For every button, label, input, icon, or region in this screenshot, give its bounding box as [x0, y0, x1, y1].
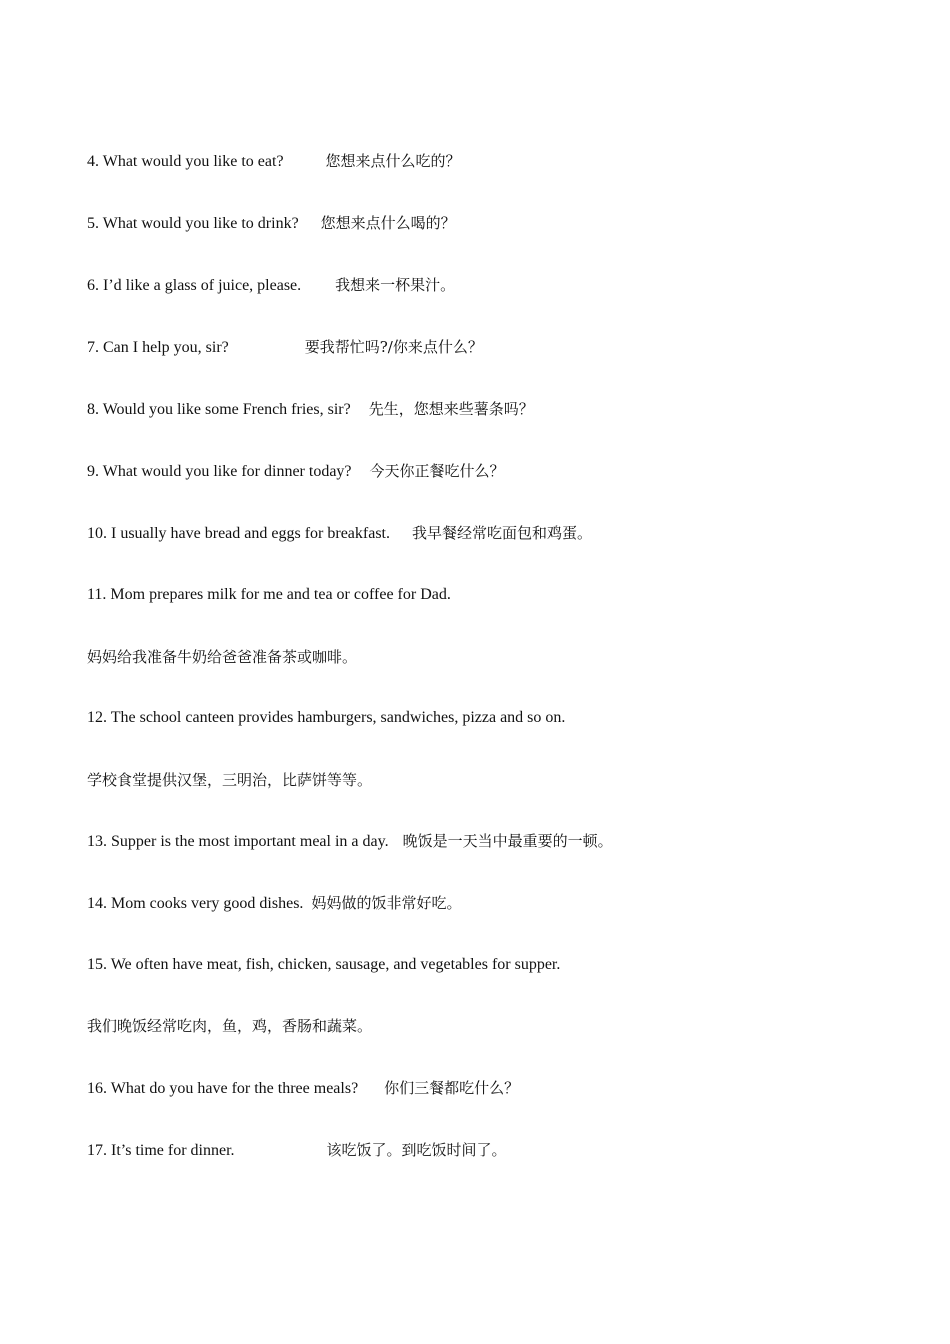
- sentence-english: 7. Can I help you, sir?: [87, 339, 229, 356]
- sentence-english: 11. Mom prepares milk for me and tea or coffee for Dad.: [87, 586, 451, 603]
- sentence-11-english: [87, 585, 451, 605]
- sentence-english: 9. What would you like for dinner today?: [87, 463, 352, 480]
- sentence-chinese: 我想来一杯果汁。: [335, 276, 456, 294]
- sentence-english: 8. Would you like some French fries, sir?: [87, 401, 351, 418]
- sentence-chinese: 先生，您想来些薯条吗？: [368, 400, 534, 418]
- sentence-english: 16. What do you have for the three meals?: [87, 1080, 359, 1097]
- sentence-english: 15. We often have meat, fish, chicken, sausage, and vegetables for supper.: [87, 956, 561, 973]
- sentence-chinese: 您想来点什么喝的？: [320, 214, 456, 232]
- sentence-chinese: 您想来点什么吃的？: [325, 152, 461, 170]
- sentence-5: [87, 213, 456, 234]
- sentence-english: 5. What would you like to drink?: [87, 215, 299, 232]
- sentence-6: [87, 275, 455, 296]
- sentence-chinese: 今天你正餐吃什么？: [369, 462, 505, 480]
- sentence-15-english: [87, 955, 560, 975]
- sentence-9: [87, 461, 505, 482]
- sentence-7: [87, 337, 483, 358]
- sentence-12-english: [87, 708, 565, 728]
- sentence-english: 6. I’d like a glass of juice, please.: [87, 277, 302, 294]
- sentence-10: [87, 523, 592, 544]
- sentence-14: [87, 893, 461, 914]
- sentence-chinese: 晚饭是一天当中最重要的一顿。: [402, 832, 613, 850]
- sentence-chinese: 要我帮忙吗?/你来点什么？: [304, 338, 483, 356]
- sentence-17: [87, 1140, 507, 1161]
- sentence-english: 10. I usually have bread and eggs for breakfast.: [87, 525, 390, 542]
- sentence-english: 4. What would you like to eat?: [87, 153, 284, 170]
- sentence-11-chinese: 妈妈给我准备牛奶给爸爸准备茶或咖啡。: [87, 648, 358, 666]
- sentence-chinese: 我早餐经常吃面包和鸡蛋。: [412, 524, 593, 542]
- sentence-16: [87, 1078, 519, 1099]
- sentence-15-chinese: 我们晚饭经常吃肉，鱼，鸡，香肠和蔬菜。: [87, 1017, 373, 1035]
- sentence-chinese: 妈妈做的饭非常好吃。: [311, 894, 462, 912]
- sentence-chinese: 你们三餐都吃什么？: [384, 1079, 520, 1097]
- sentence-english: 14. Mom cooks very good dishes.: [87, 895, 304, 912]
- sentence-chinese: 该吃饭了。到吃饭时间了。: [326, 1141, 507, 1159]
- sentence-8: [87, 399, 534, 420]
- sentence-english: 12. The school canteen provides hamburgers, sandwiches, pizza and so on.: [87, 709, 566, 726]
- sentence-13: [87, 831, 613, 852]
- sentence-12-chinese: 学校食堂提供汉堡，三明治，比萨饼等等。: [87, 771, 373, 789]
- sentence-4: [87, 151, 461, 172]
- sentence-english: 13. Supper is the most important meal in a day.: [87, 833, 389, 850]
- sentence-english: 17. It’s time for dinner.: [87, 1142, 235, 1159]
